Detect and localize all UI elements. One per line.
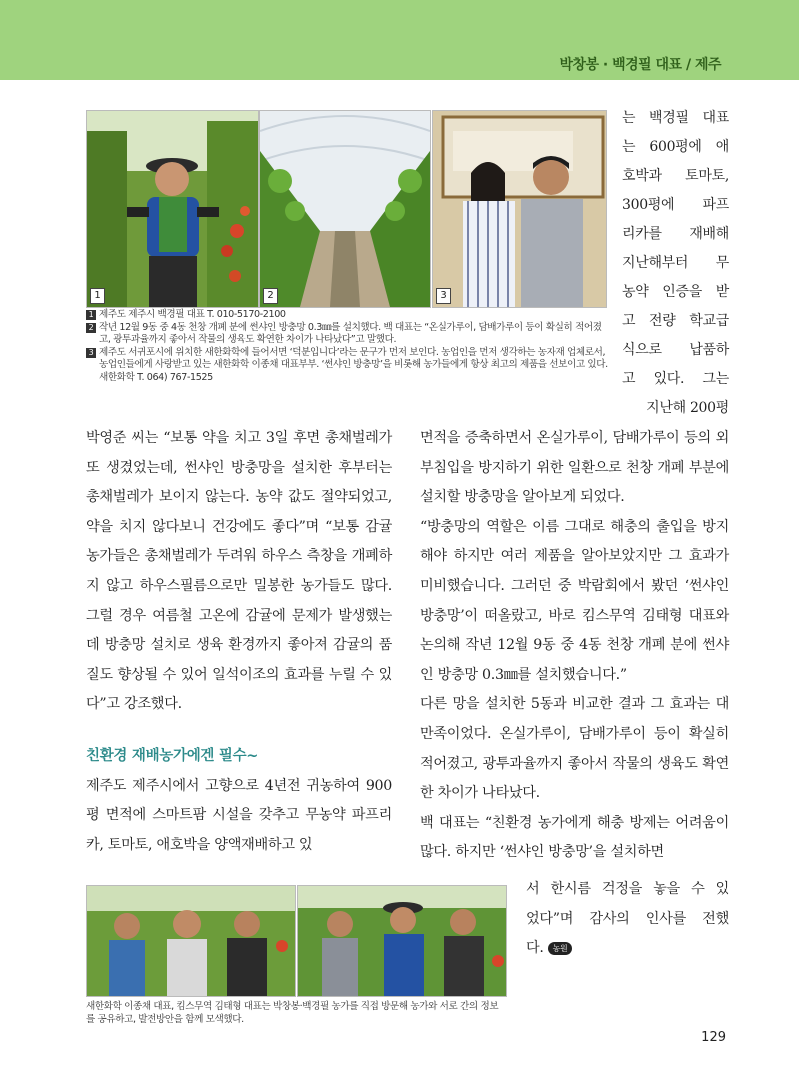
left-paragraph-2: 제주도 제주시에서 고향으로 4년전 귀농하여 900평 면적에 스마트팜 시설을 갖추고 무농약 파프리카, 토마토, 애호박을 양액재배하고 있 bbox=[86, 777, 392, 853]
caption-marker: 2 bbox=[86, 323, 96, 333]
caption-text: 제주도 제주시 백경필 대표 T. 010-5170-2100 bbox=[99, 309, 286, 320]
text-line: 고 전량 학교급 bbox=[622, 313, 729, 329]
text-line: 서 한시름 걱정을 놓을 수 있 bbox=[526, 881, 729, 897]
caption-text: 작년 12월 9동 중 4동 천창 개폐 분에 썬샤인 방충망 0.3㎜를 설치했다. 백 대표는 “온실가루이, 담배가루이 등이 확실히 적어졌고, 광투과율까지 좋아서 작물의 생육도 확연한 차이가 나타났다”고 말했다. bbox=[99, 321, 602, 346]
caption-2 bbox=[86, 322, 610, 347]
text-line-last bbox=[526, 934, 729, 964]
bottom-photo-right bbox=[297, 885, 507, 997]
greenhouse-rows-photo bbox=[260, 111, 430, 307]
photo-1 bbox=[86, 110, 259, 308]
text-end: 다. bbox=[526, 940, 544, 957]
couple-portrait-photo bbox=[433, 111, 606, 307]
group-photo-left bbox=[87, 886, 295, 996]
text-line: 고 있다. 그는 bbox=[622, 371, 729, 387]
text-line: 었다”며 감사의 인사를 전했 bbox=[526, 910, 729, 927]
left-column bbox=[86, 424, 392, 860]
right-paragraph-1: 면적을 증축하면서 온실가루이, 담배가루이 등의 외부침입을 방지하기 위한 일환으로 천창 개폐 부분에 설치할 방충망을 알아보게 되었다. bbox=[420, 430, 729, 506]
bottom-photo-left bbox=[86, 885, 296, 997]
page-number: 129 bbox=[701, 1030, 726, 1045]
text-line: 는 600평에 애 bbox=[622, 139, 729, 155]
section-heading: 친환경 재배농가에겐 필수~ bbox=[86, 747, 259, 764]
photo-number: 2 bbox=[263, 288, 278, 304]
magazine-badge: 농원 bbox=[548, 942, 573, 955]
text-line: 리카를 재배해 bbox=[622, 226, 729, 242]
photo-2 bbox=[259, 110, 431, 308]
caption-text: 제주도 서귀포시에 위치한 새한화학에 들어서면 ‘덕분입니다’라는 문구가 먼저 보인다. 농업인을 먼저 생각하는 농자재 업체로서, 농업인들에게 사랑받고 있는 새한화학 이종채 대표부부. ‘썬샤인 방충망’을 비롯해 농가들에게 항상 최고의 제품을 선보이고 있다. 새한화학 T. 064) 767-1525 bbox=[99, 346, 608, 383]
caption-1 bbox=[86, 309, 610, 322]
right-column bbox=[420, 424, 729, 868]
caption-3 bbox=[86, 347, 610, 385]
spacer bbox=[86, 720, 392, 742]
left-paragraph-1: 박영준 씨는 “보통 약을 치고 3일 후면 총채벌레가 또 생겼었는데, 썬샤인 방충망을 설치한 후부터는 총채벌레가 보이지 않는다. 농약 값도 절약되었고, 약을 치지 않다보니 건강에도 좋다”며 “보통 감귤 농가들은 총채벌레가 두려워 하우스 측창을 개폐하지 않고 하우스필름으로만 밀봉한 농가들도 많다. 그럴 경우 여름철 고온에 감귤에 문제가 발생했는데 방충망 설치로 생육 환경까지 좋아져 감귤의 품질도 향상될 수 있어 일석이조의 효과를 누릴 수 있다”고 강조했다. bbox=[86, 430, 392, 713]
photo-3 bbox=[432, 110, 607, 308]
text-line: 는 백경필 대표 bbox=[622, 110, 729, 126]
photo-number: 1 bbox=[90, 288, 105, 304]
caption-marker: 3 bbox=[86, 348, 96, 358]
text-line: 농약 인증을 받 bbox=[622, 284, 729, 300]
text-line: 지난해부터 무 bbox=[622, 255, 729, 271]
header-band bbox=[0, 0, 799, 80]
right-paragraph-3: 다른 망을 설치한 5동과 비교한 결과 그 효과는 대만족이었다. 온실가루이, 담배가루이 등이 확실히 적어졌고, 광투과율까지 좋아서 작물의 생육도 확연한 차이가 나타났다. bbox=[420, 696, 729, 802]
text-line: 300평에 파프 bbox=[622, 197, 729, 213]
right-paragraph-4: 백 대표는 “친환경 농가에게 해충 방제는 어려움이 많다. 하지만 ‘썬샤인 방충망’을 설치하면 bbox=[420, 814, 729, 861]
caption-marker: 1 bbox=[86, 310, 96, 320]
right-paragraph-2: “방충망의 역할은 이름 그대로 해충의 출입을 방지해야 하지만 여러 제품을 알아보았지만 그 효과가 미비했습니다. 그러던 중 박람회에서 봤던 ‘썬샤인 방충망’이 떠올랐고, 바로 킴스무역 김태형 대표와 논의해 작년 12월 9동 중 4동 천창 개폐 분에 썬샤인 방충망 0.3㎜를 설치했습니다.” bbox=[420, 518, 729, 683]
group-photo-right bbox=[298, 886, 506, 996]
text-line: 식으로 납품하 bbox=[622, 342, 729, 358]
right-tail bbox=[526, 875, 729, 964]
right-top-column bbox=[622, 104, 729, 423]
header-title: 박창봉 · 백경필 대표 / 제주 bbox=[559, 57, 721, 73]
photo-captions bbox=[86, 309, 610, 385]
text-line: 지난해 200평 bbox=[646, 400, 729, 416]
photo-number: 3 bbox=[436, 288, 451, 304]
text-line: 호박과 토마토, bbox=[622, 168, 729, 184]
farmer-in-greenhouse-photo bbox=[87, 111, 258, 307]
bottom-caption: 새한화학 이종채 대표, 킴스무역 김태형 대표는 박창봉·백경필 농가를 직접 방문해 농가와 서로 간의 정보를 공유하고, 발전방안을 함께 모색했다. bbox=[86, 1001, 499, 1025]
